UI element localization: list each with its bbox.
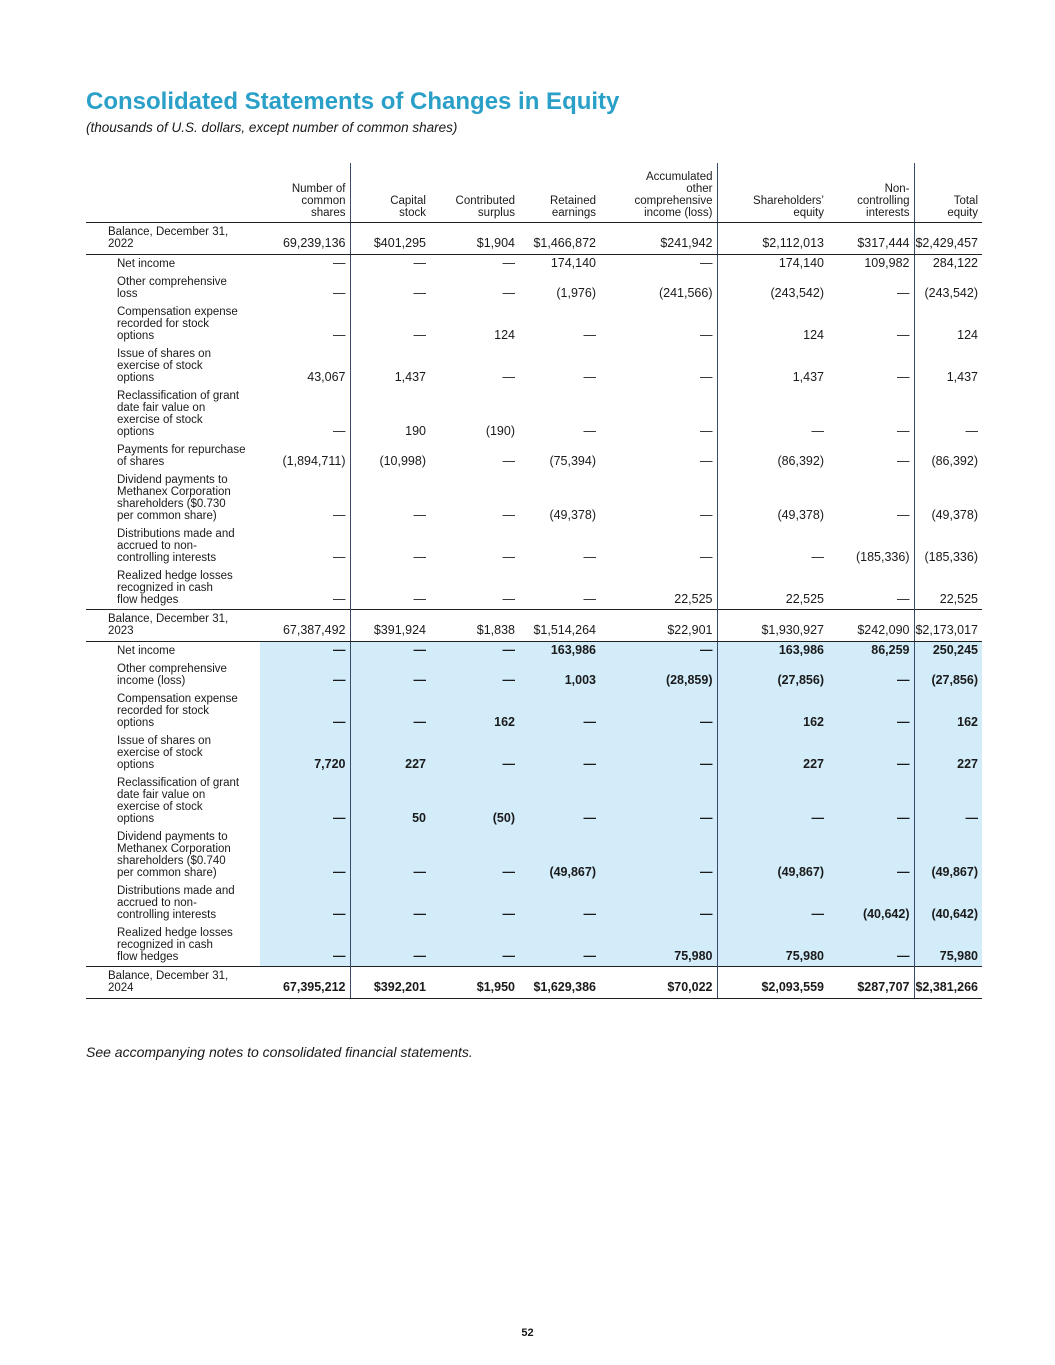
table-cell: — xyxy=(430,660,519,690)
row-label-line: options xyxy=(117,813,155,825)
row-label-line: options xyxy=(117,372,155,384)
column-header-line: comprehensive xyxy=(634,195,713,207)
table-cell: 1,437 xyxy=(717,345,828,387)
table-cell: (190) xyxy=(485,424,515,438)
table-cell: — xyxy=(333,256,346,270)
table-cell: (49,378) xyxy=(914,471,982,525)
row-label-line: date fair value on xyxy=(117,789,206,801)
row-label-line: 2024 xyxy=(108,982,134,994)
column-header-line: shares xyxy=(310,207,346,219)
table-cell: (49,378) xyxy=(549,508,596,522)
table-cell: 124 xyxy=(494,328,515,342)
table-cell: — xyxy=(600,828,717,882)
row-label xyxy=(86,642,260,661)
table-cell: — xyxy=(828,828,914,882)
table-cell: (28,859) xyxy=(600,660,717,690)
table-cell: (27,856) xyxy=(717,660,828,690)
row-label-line: accrued to non- xyxy=(117,897,197,909)
table-cell: — xyxy=(260,774,350,828)
row-label-line: Issue of shares on xyxy=(117,735,211,747)
table-row xyxy=(86,774,982,828)
table-cell: $2,381,266 xyxy=(914,967,982,999)
row-label xyxy=(86,387,260,441)
column-header-line: Total xyxy=(953,195,978,207)
column-header-line: Number of xyxy=(291,183,346,195)
table-cell: — xyxy=(333,286,346,300)
table-cell: — xyxy=(260,690,350,732)
column-header-line: common xyxy=(301,195,346,207)
table-cell: — xyxy=(350,690,430,732)
table-cell: $22,901 xyxy=(600,610,717,642)
row-label-line: Distributions made and xyxy=(117,528,235,540)
label-column-header xyxy=(86,163,260,223)
table-cell: (86,392) xyxy=(717,441,828,471)
table-cell: — xyxy=(897,592,910,606)
table-cell: — xyxy=(600,732,717,774)
row-label-line: controlling interests xyxy=(117,552,217,564)
equity-table xyxy=(86,163,982,999)
page-title: Consolidated Statements of Changes in Equity xyxy=(86,88,620,115)
table-cell: — xyxy=(583,424,596,438)
table-row xyxy=(86,567,982,610)
row-label-line: options xyxy=(117,759,155,771)
table-cell: 174,140 xyxy=(717,255,828,274)
table-row xyxy=(86,255,982,274)
table-cell: 163,986 xyxy=(717,642,828,661)
header-row xyxy=(86,163,982,223)
table-cell: — xyxy=(717,387,828,441)
table-row xyxy=(86,882,982,924)
table-cell: — xyxy=(333,508,346,522)
row-label xyxy=(86,345,260,387)
row-label-line: Balance, December 31, xyxy=(108,226,229,238)
table-cell: — xyxy=(600,882,717,924)
table-cell: (86,392) xyxy=(914,441,982,471)
table-cell: — xyxy=(828,924,914,967)
table-row xyxy=(86,471,982,525)
row-label xyxy=(86,255,260,274)
table-cell: $1,514,264 xyxy=(519,610,600,642)
row-label-line: Other comprehensive xyxy=(117,663,227,675)
table-cell: 86,259 xyxy=(828,642,914,661)
table-cell: $391,924 xyxy=(350,610,430,642)
table-cell: (1,976) xyxy=(556,286,596,300)
table-cell: — xyxy=(350,882,430,924)
table-cell: (27,856) xyxy=(914,660,982,690)
table-cell: — xyxy=(717,882,828,924)
table-cell: 67,387,492 xyxy=(260,610,350,642)
table-cell: — xyxy=(333,592,346,606)
table-cell: 190 xyxy=(350,387,430,441)
row-label-line: options xyxy=(117,717,155,729)
page-number: 52 xyxy=(521,1327,534,1339)
table-cell: $317,444 xyxy=(828,223,914,255)
column-header-line: Non- xyxy=(884,183,910,195)
row-label-line: of shares xyxy=(117,456,165,468)
row-label-line: shareholders ($0.730 xyxy=(117,498,226,510)
table-cell: 162 xyxy=(717,690,828,732)
row-label-line: 2022 xyxy=(108,238,134,250)
footnote: See accompanying notes to consolidated financial statements. xyxy=(86,1044,473,1060)
row-label xyxy=(86,273,260,303)
row-label xyxy=(86,774,260,828)
table-cell: — xyxy=(502,370,515,384)
table-cell: — xyxy=(350,924,430,967)
table-row xyxy=(86,924,982,967)
table-cell: — xyxy=(350,273,430,303)
table-cell: — xyxy=(430,732,519,774)
column-header xyxy=(430,163,519,223)
table-cell: — xyxy=(333,550,346,564)
table-cell: 227 xyxy=(914,732,982,774)
table-cell: (241,566) xyxy=(658,286,713,300)
column-header xyxy=(828,163,914,223)
table-cell: (185,336) xyxy=(914,525,982,567)
table-cell: — xyxy=(897,370,910,384)
table-row xyxy=(86,273,982,303)
table-cell: 22,525 xyxy=(717,567,828,610)
row-label xyxy=(86,690,260,732)
table-cell: — xyxy=(333,424,346,438)
table-cell: — xyxy=(828,774,914,828)
table-cell: $1,950 xyxy=(430,967,519,999)
table-cell: (75,394) xyxy=(549,454,596,468)
row-label-line: shareholders ($0.740 xyxy=(117,855,226,867)
table-cell: — xyxy=(502,286,515,300)
row-label-line: Payments for repurchase xyxy=(117,444,246,456)
table-row xyxy=(86,642,982,661)
table-cell: 22,525 xyxy=(674,592,713,606)
table-cell: — xyxy=(600,690,717,732)
table-cell: (50) xyxy=(430,774,519,828)
table-cell: — xyxy=(583,550,596,564)
row-label-line: Distributions made and xyxy=(117,885,235,897)
table-cell: — xyxy=(502,256,515,270)
table-cell: — xyxy=(700,550,713,564)
table-cell: $2,093,559 xyxy=(717,967,828,999)
table-cell: $1,904 xyxy=(430,223,519,255)
table-cell: — xyxy=(502,550,515,564)
table-cell: (49,867) xyxy=(914,828,982,882)
column-header-line: Accumulated xyxy=(646,171,713,183)
table-cell: — xyxy=(260,642,350,661)
row-label-line: exercise of stock xyxy=(117,414,203,426)
table-cell: — xyxy=(600,642,717,661)
table-cell: 162 xyxy=(914,690,982,732)
row-label-line: income (loss) xyxy=(117,675,186,687)
row-label xyxy=(86,567,260,610)
table-cell: 227 xyxy=(717,732,828,774)
table-cell: 124 xyxy=(914,303,982,345)
row-label-line: Dividend payments to xyxy=(117,831,228,843)
table-cell: — xyxy=(519,924,600,967)
table-cell: 227 xyxy=(350,732,430,774)
table-cell: — xyxy=(502,454,515,468)
table-cell: — xyxy=(717,525,828,567)
table-cell: — xyxy=(700,424,713,438)
column-header xyxy=(519,163,600,223)
table-cell: — xyxy=(914,387,982,441)
table-cell: — xyxy=(600,774,717,828)
row-label-line: exercise of stock xyxy=(117,360,203,372)
table-cell: 50 xyxy=(350,774,430,828)
column-header xyxy=(717,163,828,223)
row-label xyxy=(86,967,260,999)
table-cell: — xyxy=(583,592,596,606)
column-header-line: stock xyxy=(399,207,426,219)
table-cell: — xyxy=(897,508,910,522)
row-label-line: exercise of stock xyxy=(117,747,203,759)
table-row xyxy=(86,441,982,471)
column-header-line: other xyxy=(686,183,713,195)
table-cell: 124 xyxy=(717,303,828,345)
table-cell: $241,942 xyxy=(600,223,717,255)
table-cell: — xyxy=(430,882,519,924)
table-cell: (185,336) xyxy=(855,550,910,564)
table-cell: 284,122 xyxy=(914,255,982,274)
table-cell: — xyxy=(700,256,713,270)
table-cell: — xyxy=(350,525,430,567)
table-cell: — xyxy=(897,286,910,300)
row-label-line: Issue of shares on xyxy=(117,348,211,360)
table-cell: 75,980 xyxy=(914,924,982,967)
row-label-line: Reclassification of grant xyxy=(117,390,240,402)
table-cell: 174,140 xyxy=(550,256,596,270)
row-label-line: exercise of stock xyxy=(117,801,203,813)
row-label-line: Dividend payments to xyxy=(117,474,228,486)
row-label-line: options xyxy=(117,330,155,342)
column-header-line: equity xyxy=(793,207,824,219)
table-cell: 22,525 xyxy=(914,567,982,610)
balance-row xyxy=(86,223,982,255)
table-cell: — xyxy=(350,567,430,610)
table-cell: 1,003 xyxy=(519,660,600,690)
table-cell: $1,838 xyxy=(430,610,519,642)
table-cell: 163,986 xyxy=(519,642,600,661)
row-label-line: loss xyxy=(117,288,138,300)
table-cell: — xyxy=(700,508,713,522)
page-subtitle: (thousands of U.S. dollars, except number of common shares) xyxy=(86,120,458,135)
table-cell: — xyxy=(519,690,600,732)
table-cell: 1,437 xyxy=(914,345,982,387)
table-cell: — xyxy=(350,828,430,882)
table-row xyxy=(86,828,982,882)
column-header xyxy=(260,163,350,223)
table-cell: — xyxy=(350,303,430,345)
table-cell: 162 xyxy=(430,690,519,732)
table-cell: (243,542) xyxy=(717,273,828,303)
table-cell: (49,867) xyxy=(717,828,828,882)
table-cell: — xyxy=(700,370,713,384)
table-cell: 67,395,212 xyxy=(260,967,350,999)
table-cell: $1,629,386 xyxy=(519,967,600,999)
table-cell: — xyxy=(260,882,350,924)
column-header xyxy=(350,163,430,223)
table-cell: — xyxy=(333,328,346,342)
table-cell: — xyxy=(700,454,713,468)
table-cell: $1,466,872 xyxy=(519,223,600,255)
table-cell: $2,112,013 xyxy=(717,223,828,255)
row-label-line: recorded for stock xyxy=(117,705,210,717)
row-label xyxy=(86,610,260,642)
row-label xyxy=(86,732,260,774)
column-header-line: surplus xyxy=(477,207,515,219)
row-label-line: recognized in cash xyxy=(117,582,213,594)
table-cell: — xyxy=(583,370,596,384)
table-cell: (40,642) xyxy=(914,882,982,924)
row-label xyxy=(86,525,260,567)
row-label-line: Reclassification of grant xyxy=(117,777,240,789)
table-cell: 109,982 xyxy=(864,256,910,270)
table-cell: — xyxy=(430,828,519,882)
row-label xyxy=(86,660,260,690)
row-label-line: Methanex Corporation xyxy=(117,486,231,498)
table-cell: — xyxy=(502,508,515,522)
table-cell: 1,437 xyxy=(350,345,430,387)
table-row xyxy=(86,345,982,387)
row-label-line: controlling interests xyxy=(117,909,217,921)
row-label-line: per common share) xyxy=(117,867,217,879)
row-label-line: Other comprehensive xyxy=(117,276,227,288)
table-cell: — xyxy=(914,774,982,828)
table-cell: (49,867) xyxy=(519,828,600,882)
table-cell: — xyxy=(828,732,914,774)
row-label xyxy=(86,882,260,924)
row-label xyxy=(86,828,260,882)
column-header xyxy=(914,163,982,223)
column-header-line: earnings xyxy=(551,207,596,219)
column-header-line: Shareholders’ xyxy=(753,195,824,207)
column-header-line: interests xyxy=(866,207,910,219)
table-row xyxy=(86,690,982,732)
table-cell: — xyxy=(350,255,430,274)
row-label xyxy=(86,223,260,255)
table-cell: $70,022 xyxy=(600,967,717,999)
row-label-line: Net income xyxy=(117,258,176,270)
table-cell: $401,295 xyxy=(350,223,430,255)
row-label-line: Balance, December 31, xyxy=(108,970,229,982)
table-cell: — xyxy=(897,424,910,438)
table-cell: (49,378) xyxy=(717,471,828,525)
row-label-line: options xyxy=(117,426,155,438)
table-cell: (40,642) xyxy=(828,882,914,924)
row-label xyxy=(86,303,260,345)
table-cell: — xyxy=(502,592,515,606)
column-header-line: income (loss) xyxy=(644,207,713,219)
balance-row xyxy=(86,610,982,642)
row-label-line: Realized hedge losses xyxy=(117,927,233,939)
row-label-line: Realized hedge losses xyxy=(117,570,233,582)
row-label-line: flow hedges xyxy=(117,951,179,963)
row-label-line: Compensation expense xyxy=(117,693,238,705)
row-label-line: Methanex Corporation xyxy=(117,843,231,855)
table-cell: — xyxy=(717,774,828,828)
table-cell: — xyxy=(260,660,350,690)
column-header-line: Contributed xyxy=(455,195,515,207)
table-cell: — xyxy=(897,454,910,468)
table-cell: — xyxy=(350,471,430,525)
table-cell: — xyxy=(897,328,910,342)
row-label-line: recorded for stock xyxy=(117,318,210,330)
row-label-line: Balance, December 31, xyxy=(108,613,229,625)
row-label-line: recognized in cash xyxy=(117,939,213,951)
table-cell: — xyxy=(519,882,600,924)
table-cell: — xyxy=(260,924,350,967)
table-row xyxy=(86,387,982,441)
row-label-line: per common share) xyxy=(117,510,217,522)
column-header-line: Retained xyxy=(549,195,596,207)
row-label-line: 2023 xyxy=(108,625,134,637)
row-label-line: date fair value on xyxy=(117,402,206,414)
table-cell: — xyxy=(519,732,600,774)
table-cell: (10,998) xyxy=(350,441,430,471)
row-label-line: Net income xyxy=(117,645,176,657)
table-cell: — xyxy=(430,642,519,661)
balance-row xyxy=(86,967,982,999)
row-label xyxy=(86,471,260,525)
row-label-line: flow hedges xyxy=(117,594,179,606)
table-cell: — xyxy=(350,660,430,690)
column-header xyxy=(600,163,717,223)
table-row xyxy=(86,525,982,567)
row-label-line: Compensation expense xyxy=(117,306,238,318)
table-cell: 43,067 xyxy=(307,370,346,384)
table-cell: $242,090 xyxy=(828,610,914,642)
column-header-line: equity xyxy=(947,207,978,219)
table-cell: $2,429,457 xyxy=(914,223,982,255)
table-cell: — xyxy=(430,924,519,967)
table-cell: 69,239,136 xyxy=(260,223,350,255)
table-cell: — xyxy=(828,660,914,690)
table-row xyxy=(86,732,982,774)
column-header-line: Capital xyxy=(390,195,426,207)
table-cell: $2,173,017 xyxy=(914,610,982,642)
table-cell: $1,930,927 xyxy=(717,610,828,642)
table-cell: 7,720 xyxy=(260,732,350,774)
table-cell: 75,980 xyxy=(717,924,828,967)
table-cell: — xyxy=(583,328,596,342)
table-cell: $392,201 xyxy=(350,967,430,999)
table-row xyxy=(86,660,982,690)
table-cell: (1,894,711) xyxy=(282,454,346,468)
table-cell: 75,980 xyxy=(600,924,717,967)
table-cell: — xyxy=(828,690,914,732)
table-cell: — xyxy=(350,642,430,661)
row-label-line: accrued to non- xyxy=(117,540,197,552)
row-label xyxy=(86,924,260,967)
table-cell: $287,707 xyxy=(828,967,914,999)
table-row xyxy=(86,303,982,345)
table-cell: — xyxy=(700,328,713,342)
table-cell: 250,245 xyxy=(914,642,982,661)
table-cell: — xyxy=(519,774,600,828)
row-label xyxy=(86,441,260,471)
table-cell: — xyxy=(260,828,350,882)
table-cell: (243,542) xyxy=(914,273,982,303)
column-header-line: controlling xyxy=(857,195,910,207)
